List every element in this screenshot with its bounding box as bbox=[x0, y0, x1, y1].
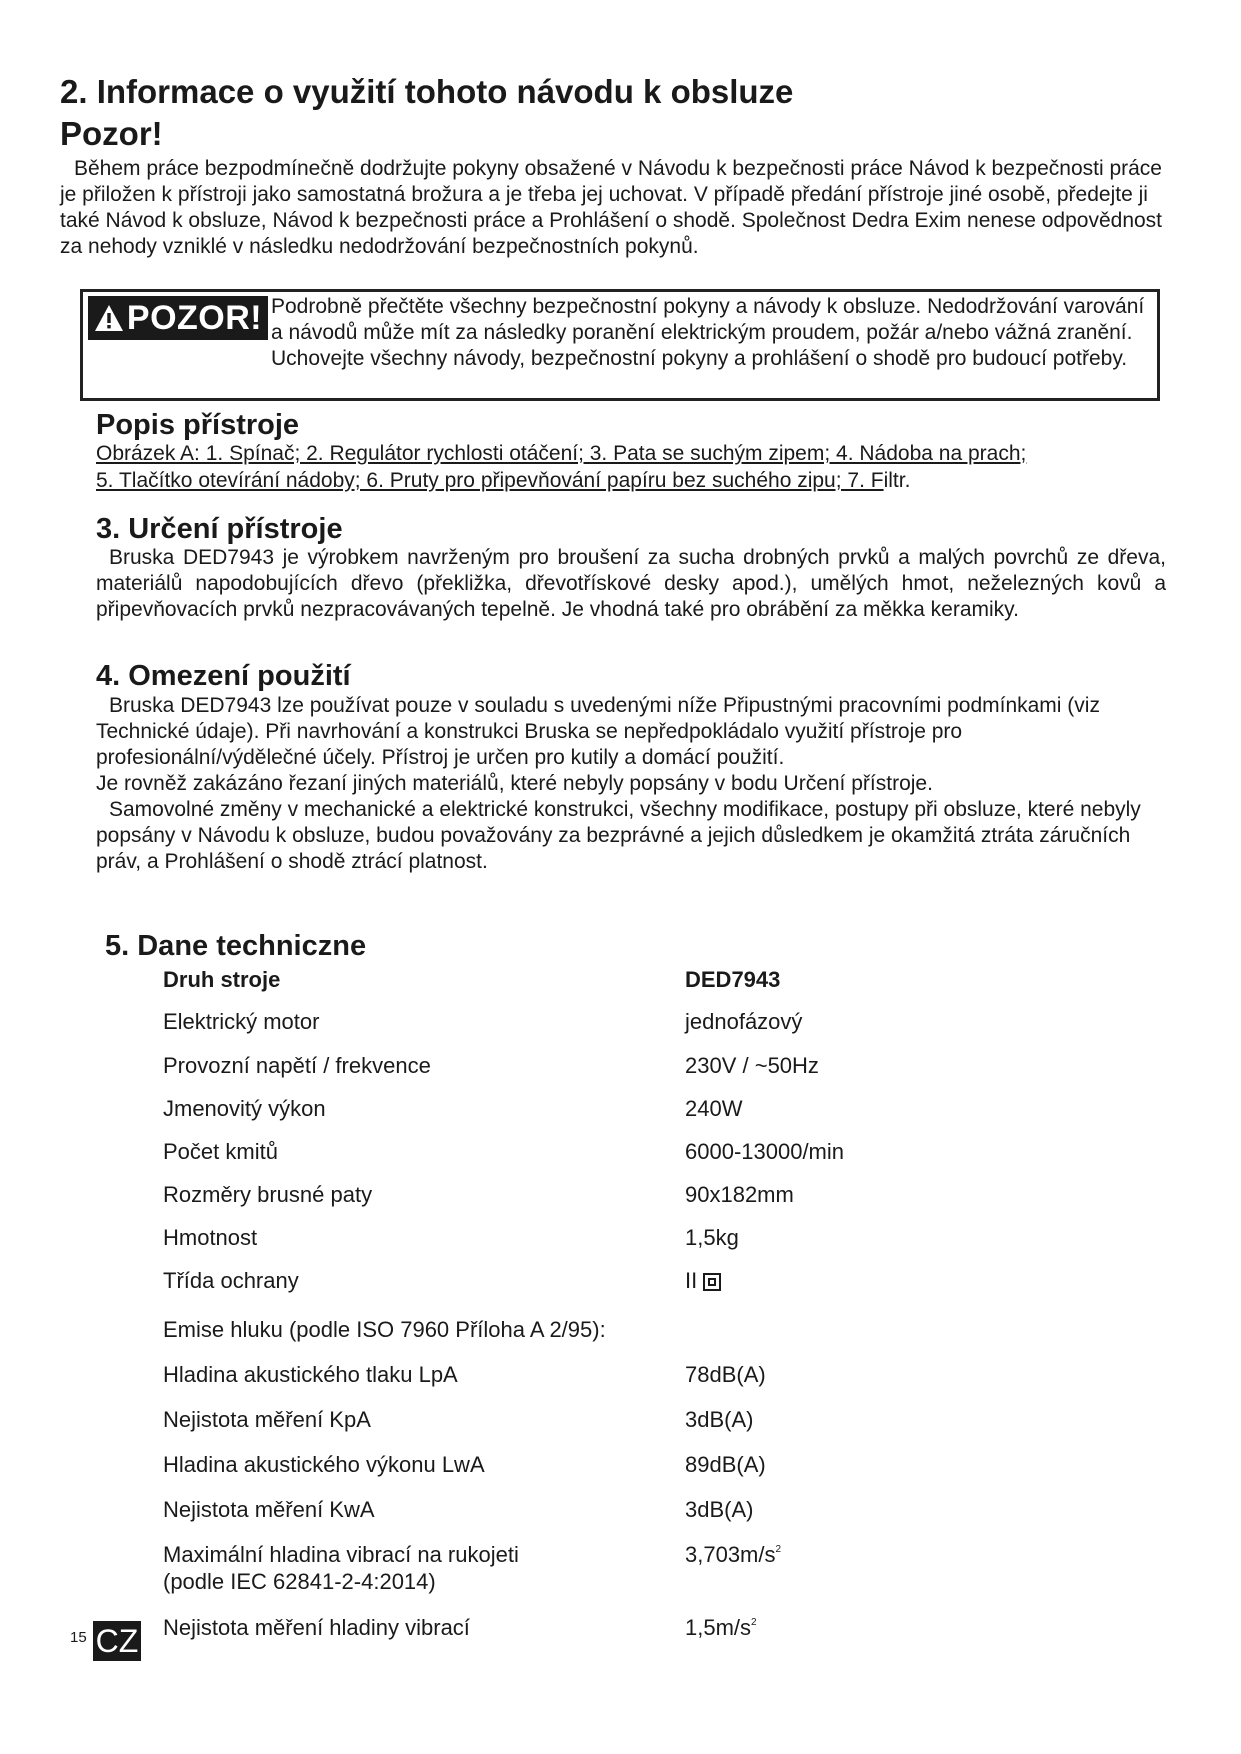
spec-value: 6000-13000/min bbox=[685, 1139, 845, 1164]
section-2-intro: Během práce bezpodmínečně dodržujte pokyny obsažené v Návodu k bezpečnosti práce Návod k bezpečnosti práce je přiložen k přístroji jako samostatná brožura a je třeba jej uchovat. V případě předání přístroje jiné osobě, předejte ji také Návod k obsluze, Návod k bezpečnosti práce a Prohlášení o shodě. Společnost Dedra Exim nenese odpovědnost za nehody vzniklé v následku nedodržování bezpečnostních pokynů. bbox=[60, 157, 1163, 258]
section-4-text bbox=[96, 693, 1166, 875]
caution-subtitle: Pozor! bbox=[60, 115, 163, 152]
spec-label-multiline bbox=[163, 1541, 683, 1595]
spec-value-with-unit bbox=[685, 1614, 1045, 1641]
spec-value-exponent: 2 bbox=[751, 1617, 757, 1628]
spec-label-note: (podle IEC 62841-2-4:2014) bbox=[163, 1569, 436, 1594]
page-number: 15 bbox=[70, 1629, 87, 1646]
spec-value-protection-class bbox=[685, 1267, 1045, 1294]
language-badge: CZ bbox=[93, 1621, 141, 1661]
spec-value: 78dB(A) bbox=[685, 1362, 766, 1387]
warning-box bbox=[80, 289, 1160, 401]
spec-value: 1,5kg bbox=[685, 1225, 739, 1250]
device-description bbox=[96, 440, 1176, 494]
spec-header-label: Druh stroje bbox=[163, 967, 281, 992]
spec-value: 230V / ~50Hz bbox=[685, 1053, 819, 1078]
spec-label: Nejistota měření KpA bbox=[163, 1407, 371, 1432]
section-2-title: 2. Informace o využití tohoto návodu k obsluze bbox=[60, 73, 794, 110]
spec-label: Provozní napětí / frekvence bbox=[163, 1053, 431, 1078]
spec-label: Elektrický motor bbox=[163, 1009, 320, 1034]
description-line-2-underlined: 5. Tlačítko otevírání nádoby; 6. Pruty pro připevňování papíru bez suchého zipu; 7. F bbox=[96, 469, 884, 492]
warning-triangle-icon bbox=[94, 304, 124, 332]
double-insulation-icon bbox=[703, 1273, 721, 1291]
spec-value: 89dB(A) bbox=[685, 1452, 766, 1477]
spec-value: II bbox=[685, 1268, 698, 1293]
spec-value: 90x182mm bbox=[685, 1182, 794, 1207]
spec-label: Maximální hladina vibrací na rukojeti bbox=[163, 1542, 519, 1567]
section-4-paragraph-1: Bruska DED7943 lze používat pouze v souladu s uvedenými níže Připustnými pracovními podmínkami (viz Technické údaje). Při navrhování a konstrukci Bruska se nepředpokládalo využití přístroje pro profesionální/výdělečné účely. Přístroj je určen pro kutily a domácí použití. bbox=[96, 694, 1100, 769]
spec-value: 1,5m/s bbox=[685, 1615, 752, 1640]
spec-label: Hladina akustického výkonu LwA bbox=[163, 1452, 485, 1477]
spec-value: 3dB(A) bbox=[685, 1497, 754, 1522]
spec-value: jednofázový bbox=[685, 1009, 803, 1034]
section-5-title: 5. Dane techniczne bbox=[105, 930, 367, 962]
spec-label: Jmenovitý výkon bbox=[163, 1096, 326, 1121]
section-3-text: Bruska DED7943 je výrobkem navrženým pro broušení za sucha drobných prvků a malých povrchů ze dřeva, materiálů napodobujících dřevo (překližka, dřevotřískové desky apod.), umělých hmot, neželezných kovů a připevňovacích prvků nezpracovávaných tepelně. Je vhodná také pro obrábění za měkka keramiky. bbox=[96, 546, 1166, 621]
spec-label: Nejistota měření hladiny vibrací bbox=[163, 1615, 470, 1640]
spec-value: 3dB(A) bbox=[685, 1407, 754, 1432]
section-4-paragraph-3: Samovolné změny v mechanické a elektrické konstrukci, všechny modifikace, postupy při obsluze, které nebyly popsány v Návodu k obsluze, budou považovány za bezprávné a jejich důsledkem je okamžitá ztráta záručních práv, a Prohlášení o shodě ztrácí platnost. bbox=[96, 798, 1141, 873]
section-4-title: 4. Omezení použití bbox=[96, 660, 351, 692]
spec-label: Nejistota měření KwA bbox=[163, 1497, 375, 1522]
warning-badge-label: POZOR! bbox=[126, 298, 263, 337]
spec-value: 3,703m/s bbox=[685, 1542, 776, 1567]
device-description-title: Popis přístroje bbox=[96, 409, 300, 441]
description-line-2 bbox=[96, 467, 1176, 494]
section-4-paragraph-2: Je rovněž zakázáno řezaní jiných materiálů, které nebyly popsány v bodu Určení přístroje. bbox=[96, 772, 933, 795]
description-line-1: Obrázek A: 1. Spínač; 2. Regulátor rychlosti otáčení; 3. Pata se suchým zipem; 4. Nádoba na prach; bbox=[96, 442, 1027, 465]
spec-value: 240W bbox=[685, 1096, 743, 1121]
spec-label: Hladina akustického tlaku LpA bbox=[163, 1362, 458, 1387]
spec-label: Hmotnost bbox=[163, 1225, 258, 1250]
spec-label: Rozměry brusné paty bbox=[163, 1182, 373, 1207]
spec-value-with-unit bbox=[685, 1541, 1045, 1568]
warning-text: Podrobně přečtěte všechny bezpečnostní pokyny a návody k obsluze. Nedodržování varování a návodů může mít za následky poranění elektrickým proudem, požár a/nebo vážná zranění. Uchovejte všechny návody, bezpečnostní pokyny a prohlášení o shodě pro budoucí potřeby. bbox=[271, 295, 1145, 370]
section-3-title: 3. Určení přístroje bbox=[96, 513, 343, 545]
spec-label: Počet kmitů bbox=[163, 1139, 278, 1164]
spec-label: Třída ochrany bbox=[163, 1268, 299, 1293]
spec-value-exponent: 2 bbox=[775, 1544, 782, 1555]
spec-label: Emise hluku (podle ISO 7960 Příloha A 2/95): bbox=[163, 1317, 606, 1342]
warning-badge bbox=[88, 296, 268, 340]
description-line-2-rest: iltr. bbox=[883, 469, 911, 492]
spec-header-value: DED7943 bbox=[685, 967, 781, 992]
